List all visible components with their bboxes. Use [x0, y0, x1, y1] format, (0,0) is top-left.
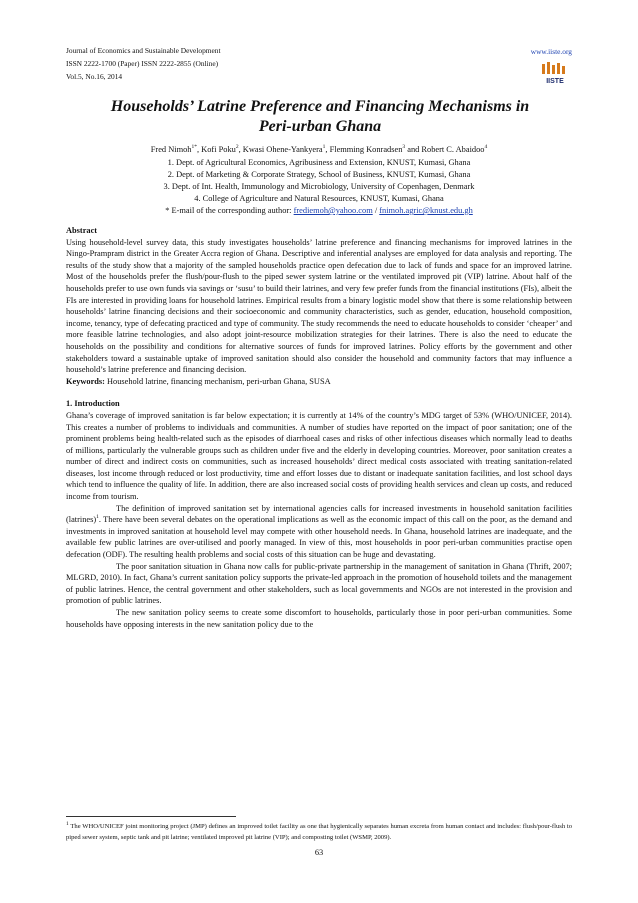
author-4-sup: 3 [402, 144, 406, 151]
journal-name: Journal of Economics and Sustainable Development [66, 46, 221, 55]
email-prefix: * E-mail of the corresponding author: [165, 206, 294, 215]
journal-volume: Vol.5, No.16, 2014 [66, 72, 123, 81]
keywords-text: Household latrine, financing mechanism, peri-urban Ghana, SUSA [104, 376, 331, 386]
intro-paragraph-3: The poor sanitation situation in Ghana now calls for public-private partnership in the management of sanitation in Ghana (Thrift, 2007; MLGRD, 2010). In fact, Ghana’s current sanitation policy supports the private-led approach in the promotion of household toilets and the management of public latrines. Hence, the central government and other stakeholders, such as local governments and NGOs are not interested in the provision and promotion of public latrines. [66, 561, 572, 606]
author-1-sup: 1* [191, 144, 197, 151]
author-3: , Kwasi Ohene-Yankyera [238, 145, 323, 154]
author-1: Fred Nimoh [150, 145, 192, 154]
footnote-mark: 1 [66, 820, 69, 827]
footnote-text: The WHO/UNICEF joint monitoring project (JMP) defines an improved toilet facility as one that hygienically separates human excreta from human contact and includes: flush/pour-flush to piped sewer system, septic tank and pit latrine; ventilated improved pit latrine (VIP); and composting toilet (WSMP, 2009). [66, 823, 572, 841]
footnote [66, 822, 572, 843]
journal-url[interactable]: www.iiste.org [530, 47, 572, 56]
abstract-text: Using household-level survey data, this study investigates households’ latrine preference and financing mechanisms for improved latrines in the Ningo-Prampram district in the Greater Accra region of Ghana. Descriptive and inferential analyses are employed for data analysis and reporting. The results of the study show that a majority of the sampled households practice open defecation due to lack of funds and space for an improved latrine. Most of the households prefer the flush/pour-flush to the piped sewer system latrine or the ventilated improved pit (VIP) latrine. About half of the households prefer to use own funds via savings or ‘susu’ to build their latrines, and very few prefer funds from the financial institutions (FIs), albeit the FIs are interested in providing loans for household latrines. Empirical results from a binary logistic model show that there is some relationship between households’ latrine financing decisions and their socioeconomic and community characteristics, such as gender, education, household composition, income, tenancy, type of defecating practiced and type of community. The study recommends the need to educate households to consider ‘cheaper’ and more feasible latrine technologies, and also adopt joint-resource mobilization strategies for their latrines. There is also the need to educate the households on the possibility and conditions for alternative sources of funds for improved latrines. Policy efforts by the government and other stakeholders toward a sustainable uptake of improved sanitation should also consider the household and community factors that may influence a household’s latrine preference and financing decision. [66, 237, 572, 375]
intro-paragraph-1: Ghana’s coverage of improved sanitation is far below expectation; it is currently at 14% of the country’s MDG target of 53% (WHO/UNICEF, 2014). This creates a number of problems to individuals and communities. A number of studies have reported on the impact of poor sanitation; one of the prominent problems being health-related such as the episodes of diarrhoeal cases and risks of other infectious diseases which normally lead to deaths of millions, particularly the vulnerable groups such as children under five and the elderly in developing countries. Moreover, poor sanitation creates a number of direct and indirect costs on communities, such as increased households’ direct medical costs associated with treating sanitation-related diseases, lost income through reduced or lost productivity, time and effort losses due to distant or inadequate sanitation facilities, and lost school days which tend to influence the quality of life. In addition, there are also increased social costs of providing health services and clean up costs, and reduced income from tourism. [66, 410, 572, 502]
author-list [66, 144, 572, 156]
affiliation-2: 2. Dept. of Marketing & Corporate Strategy, School of Business, KNUST, Kumasi, Ghana [167, 170, 471, 179]
logo-text: IISTE [546, 78, 564, 85]
footnote-divider [66, 816, 236, 817]
affiliation-4: 4. College of Agriculture and Natural Resources, KNUST, Kumasi, Ghana [194, 194, 444, 203]
email-link-1[interactable]: frediemoh@yahoo.com [293, 206, 373, 215]
title-line-1: Households’ Latrine Preference and Financing Mechanisms in [110, 98, 530, 115]
title-line-2: Peri-urban Ghana [258, 118, 382, 135]
intro-p2-part-a: The definition of improved sanitation set by international agencies calls for increased investments in household sanitation facilities (latrines) [66, 503, 572, 525]
author-2: , Kofi Poku [196, 145, 236, 154]
intro-heading: 1. Introduction [66, 399, 120, 409]
email-separator: / [372, 206, 380, 215]
abstract-heading: Abstract [66, 226, 98, 235]
author-5: and Robert C. Abaidoo [405, 145, 485, 154]
intro-p2-part-b: . There have been several debates on the operational implications as well as the economic impact of this call on the poor, as the demand and investments in improved sanitation at household level may compete with other household needs. In Ghana, household latrines are inadequate, and the available few public latrines are over-utilised and poorly managed. In view of this, most households in poor peri-urban communities practise open defecation (ODF). The resulting health problems and social costs of this situation can be huge and devastating. [66, 515, 572, 560]
affiliation-1: 1. Dept. of Agricultural Economics, Agribusiness and Extension, KNUST, Kumasi, Ghana [167, 158, 471, 167]
paper-body [66, 225, 572, 630]
keywords [66, 376, 572, 388]
email-link-2[interactable]: fnimoh.agric@knust.edu.gh [379, 206, 473, 215]
author-2-sup: 2 [235, 144, 239, 151]
author-3-sup: 1 [322, 144, 326, 151]
corresponding-email [66, 205, 572, 217]
keywords-label: Keywords: [66, 376, 105, 386]
paper-title [70, 97, 570, 137]
iiste-logo [540, 62, 570, 86]
author-4: , Flemming Konradsen [325, 145, 403, 154]
affiliation-3: 3. Dept. of Int. Health, Immunology and Microbiology, University of Copenhagen, Denmark [163, 182, 475, 191]
intro-paragraph-2 [66, 503, 572, 561]
page-number: 63 [314, 848, 324, 857]
journal-issn: ISSN 2222-1700 (Paper) ISSN 2222-2855 (Online) [66, 59, 219, 68]
intro-paragraph-4: The new sanitation policy seems to create some discomfort to households, particularly those in poor peri-urban communities. Some households have opposing interests in the new sanitation policy due to the [66, 608, 572, 629]
author-5-sup: 4 [484, 144, 488, 151]
footnote-ref: 1 [96, 514, 99, 521]
